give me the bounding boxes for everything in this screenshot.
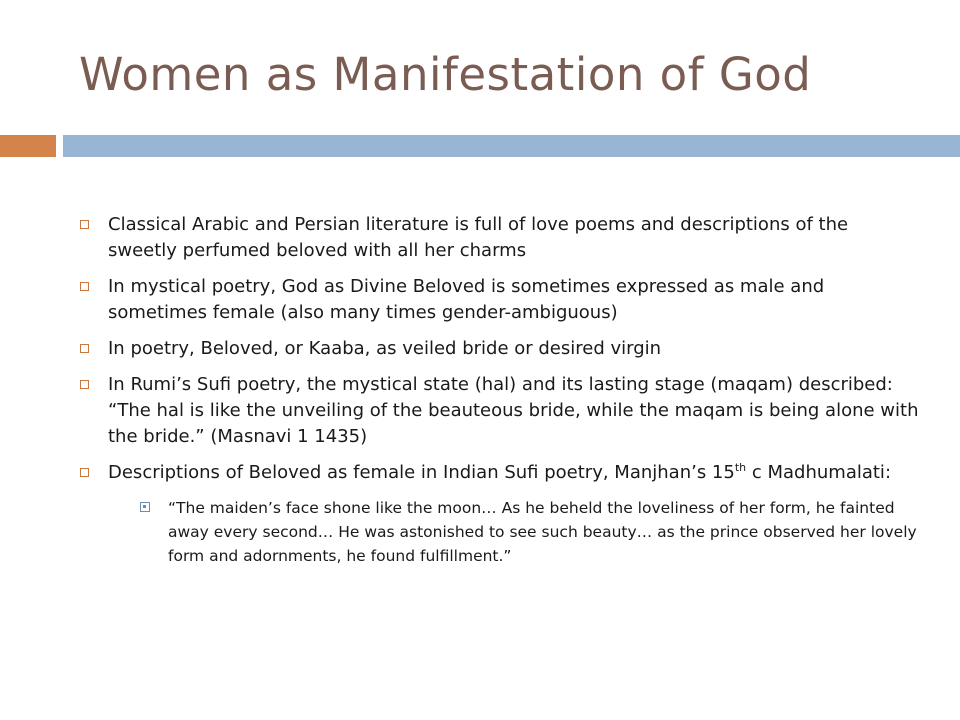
bullet-list [80,212,920,578]
bullet-text-post: c Madhumalati: [746,462,892,483]
square-bullet-icon [80,468,89,477]
square-bullet-icon [80,220,89,229]
bullet-item [80,372,920,450]
bullet-text: Classical Arabic and Persian literature is full of love poems and descriptions of the sweetly perfumed beloved with all her charms [108,214,849,261]
bullet-text: In poetry, Beloved, or Kaaba, as veiled bride or desired virgin [108,338,662,359]
sub-bullet-item [140,496,920,568]
accent-bar-blue [63,135,960,157]
bullet-text-superscript: th [734,461,747,474]
bullet-item [80,274,920,326]
square-bullet-icon [80,282,89,291]
square-bullet-icon [80,380,89,389]
bullet-text: In mystical poetry, God as Divine Beloved is sometimes expressed as male and sometimes female (also many times gender-ambiguous) [108,276,825,323]
square-bullet-icon [80,344,89,353]
accent-bar-orange [0,135,56,157]
bullet-item [80,336,920,362]
bullet-item [80,212,920,264]
sub-bullet-text: “The maiden’s face shone like the moon… As he beheld the loveliness of her form, he fainted away every second… He was astonished to see such beauty… as the prince observed her lovely form and adornments, he found fulfillment.” [168,499,917,565]
bullet-text: In Rumi’s Sufi poetry, the mystical state (hal) and its lasting stage (maqam) described: “The hal is like the unveiling of the beauteous bride, while the maqam is being alone with the bride.” (Masnavi 1 1435) [108,374,919,447]
sub-bullet-icon [140,502,150,512]
slide-title: Women as Manifestation of God [79,48,812,101]
bullet-item [80,460,920,568]
bullet-text-pre: Descriptions of Beloved as female in Indian Sufi poetry, Manjhan’s 15 [108,462,735,483]
